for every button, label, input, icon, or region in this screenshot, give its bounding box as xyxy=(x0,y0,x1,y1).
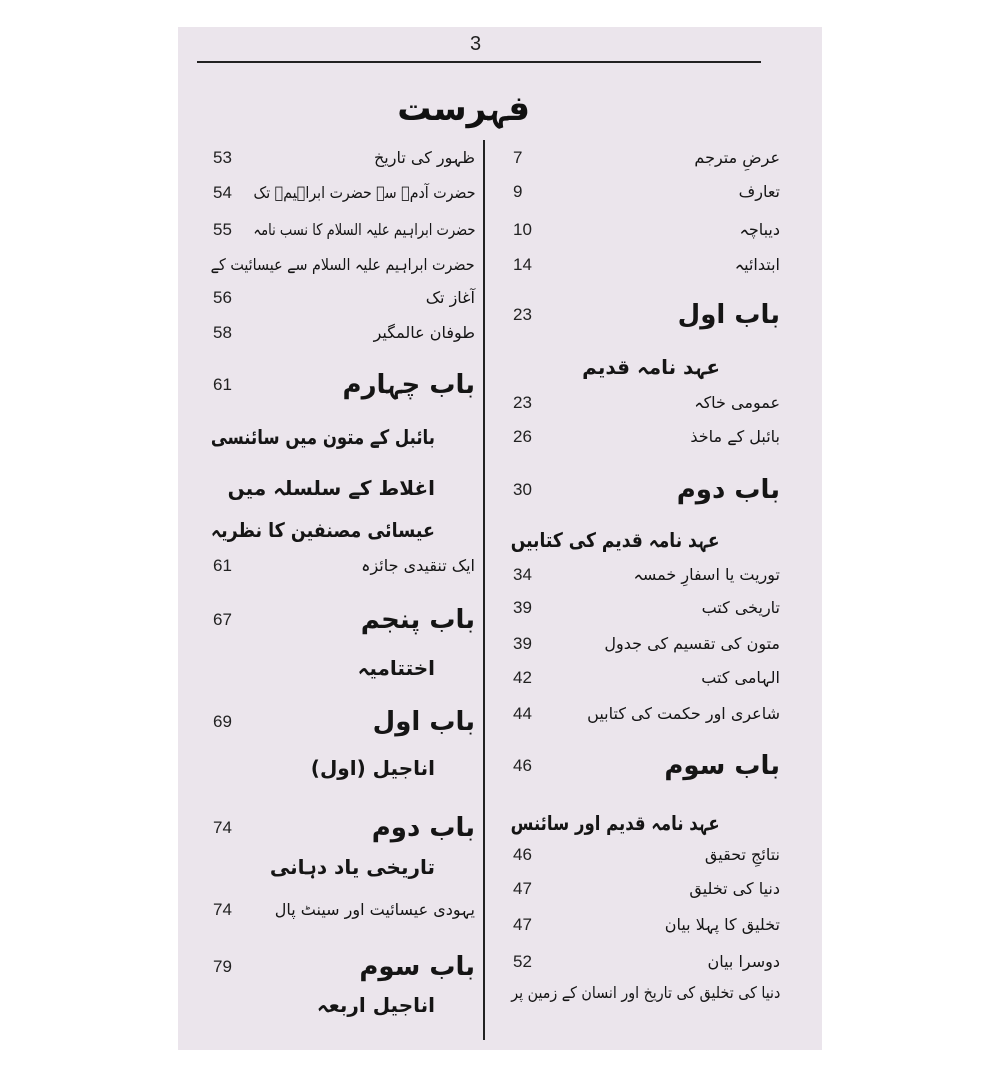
toc-entry xyxy=(205,605,475,635)
toc-entry xyxy=(205,753,475,783)
chapter-title: باب دوم xyxy=(676,475,780,505)
entry-title: طوفان عالمگیر xyxy=(373,323,475,342)
toc-entry xyxy=(505,560,780,590)
entry-title: الہامی کتب xyxy=(701,668,780,687)
toc-entry xyxy=(205,813,475,843)
toc-entry xyxy=(505,525,780,555)
toc-entry xyxy=(505,751,780,781)
entry-title: یہودی عیسائیت اور سینٹ پال xyxy=(274,900,475,919)
toc-entry xyxy=(505,143,780,173)
entry-title: حضرت ابراہیم علیہ السلام کا نسب نامہ xyxy=(252,220,475,239)
page-ref: 67 xyxy=(213,610,232,629)
page-ref: 23 xyxy=(513,393,532,412)
toc-entry xyxy=(505,840,780,870)
page-ref: 42 xyxy=(513,668,532,687)
page-ref: 56 xyxy=(213,288,232,307)
page-ref: 14 xyxy=(513,255,532,274)
section-heading: اناجیل اربعہ xyxy=(316,993,435,1017)
page-ref: 46 xyxy=(513,845,532,864)
page-ref: 69 xyxy=(213,712,232,731)
toc-entry xyxy=(505,910,780,940)
toc-entry xyxy=(205,422,475,452)
page-ref: 61 xyxy=(213,375,232,394)
entry-title: متون کی تقسیم کی جدول xyxy=(604,634,780,653)
entry-title: شاعری اور حکمت کی کتابیں xyxy=(587,704,780,723)
toc-entry xyxy=(205,178,475,208)
toc-entry xyxy=(505,629,780,659)
toc-entry xyxy=(505,215,780,245)
toc-entry xyxy=(505,808,780,838)
section-heading: اناجیل (اول) xyxy=(310,756,435,780)
toc-entry xyxy=(205,653,475,683)
toc-entry xyxy=(505,978,780,1008)
toc-entry xyxy=(505,663,780,693)
entry-title: تاریخی کتب xyxy=(701,598,780,617)
toc-entry xyxy=(505,422,780,452)
section-heading: عہد نامہ قدیم xyxy=(582,355,720,379)
chapter-title: باب چہارم xyxy=(342,370,475,400)
page-ref: 39 xyxy=(513,634,532,653)
page-ref: 23 xyxy=(513,305,532,324)
page-ref: 44 xyxy=(513,704,532,723)
section-heading: عیسائی مصنفین کا نظریہ xyxy=(210,518,435,542)
page-ref: 26 xyxy=(513,427,532,446)
entry-title: حضرت ابراہیم علیہ السلام سے عیسائیت کے xyxy=(211,255,475,274)
toc-entry xyxy=(205,551,475,581)
entry-title: دوسرا بیان xyxy=(707,952,780,971)
page-ref: 10 xyxy=(513,220,532,239)
toc-entry xyxy=(205,143,475,173)
entry-title: ابتدائیہ xyxy=(734,255,780,274)
entry-title: عمومی خاکہ xyxy=(694,393,780,412)
chapter-title: باب اول xyxy=(677,300,780,330)
page-ref: 74 xyxy=(213,818,232,837)
page-title: فہرست xyxy=(397,89,530,129)
toc-entry xyxy=(205,370,475,400)
toc-entry xyxy=(205,283,475,313)
chapter-title: باب اول xyxy=(372,707,475,737)
page-ref: 30 xyxy=(513,480,532,499)
entry-title: عرضِ مترجم xyxy=(694,148,780,167)
toc-entry xyxy=(505,874,780,904)
page-ref: 53 xyxy=(213,148,232,167)
toc-entry xyxy=(205,990,475,1020)
section-heading: اغلاط کے سلسلہ میں xyxy=(227,476,435,500)
header-rule xyxy=(197,61,761,63)
column-divider xyxy=(483,140,485,1040)
page-ref: 9 xyxy=(513,182,523,201)
entry-title: توریت یا اسفارِ خمسہ xyxy=(633,565,780,584)
toc-entry xyxy=(505,947,780,977)
page-ref: 74 xyxy=(213,900,232,919)
section-heading: عہد نامہ قدیم اور سائنس xyxy=(510,811,720,835)
toc-entry xyxy=(205,215,475,245)
entry-title: ایک تنقیدی جائزہ xyxy=(361,556,475,575)
entry-title: بائبل کے ماخذ xyxy=(690,427,780,446)
entry-title: تخلیق کا پہلا بیان xyxy=(664,915,780,934)
toc-entry xyxy=(505,300,780,330)
toc-entry xyxy=(505,388,780,418)
page-ref: 61 xyxy=(213,556,232,575)
toc-entry xyxy=(505,593,780,623)
page-ref: 7 xyxy=(513,148,523,167)
page-ref: 52 xyxy=(513,952,532,971)
page-number: 3 xyxy=(470,33,482,55)
page-ref: 79 xyxy=(213,957,232,976)
section-heading: اختتامیہ xyxy=(357,656,435,680)
page-ref: 58 xyxy=(213,323,232,342)
toc-entry xyxy=(205,250,475,280)
chapter-title: باب سوم xyxy=(359,952,475,982)
page-ref: 34 xyxy=(513,565,532,584)
entry-title: تعارف xyxy=(738,182,780,201)
toc-entry xyxy=(505,250,780,280)
page-ref: 54 xyxy=(213,183,232,202)
section-heading: تاریخی یاد دہانی xyxy=(269,855,435,879)
toc-entry xyxy=(205,473,475,503)
page-ref: 39 xyxy=(513,598,532,617)
toc-entry xyxy=(205,852,475,882)
entry-title: ظہور کی تاریخ xyxy=(373,148,475,167)
toc-entry xyxy=(505,352,780,382)
toc-entry xyxy=(505,475,780,505)
entry-title: دنیا کی تخلیق کی تاریخ اور انسان کے زمین پر xyxy=(510,983,780,1002)
entry-title: دیباچہ xyxy=(739,220,780,239)
toc-entry xyxy=(505,177,780,207)
entry-title: حضرت آدمؑ سے حضرت ابراہیمؑ تک xyxy=(253,183,475,202)
entry-title: نتائجِ تحقیق xyxy=(704,845,780,864)
page-ref: 46 xyxy=(513,756,532,775)
toc-entry xyxy=(205,952,475,982)
page-ref: 47 xyxy=(513,879,532,898)
section-heading: بائبل کے متون میں سائنسی xyxy=(210,425,435,449)
entry-title: دنیا کی تخلیق xyxy=(689,879,780,898)
toc-entry xyxy=(505,699,780,729)
toc-entry xyxy=(205,707,475,737)
chapter-title: باب سوم xyxy=(664,751,780,781)
section-heading: عہد نامہ قدیم کی کتابیں xyxy=(511,528,720,552)
entry-title: آغاز تک xyxy=(425,288,475,307)
page-ref: 47 xyxy=(513,915,532,934)
page-ref: 55 xyxy=(213,220,232,239)
toc-entry xyxy=(205,515,475,545)
chapter-title: باب دوم xyxy=(371,813,475,843)
chapter-title: باب پنجم xyxy=(360,605,475,635)
toc-entry xyxy=(205,318,475,348)
toc-entry xyxy=(205,895,475,925)
